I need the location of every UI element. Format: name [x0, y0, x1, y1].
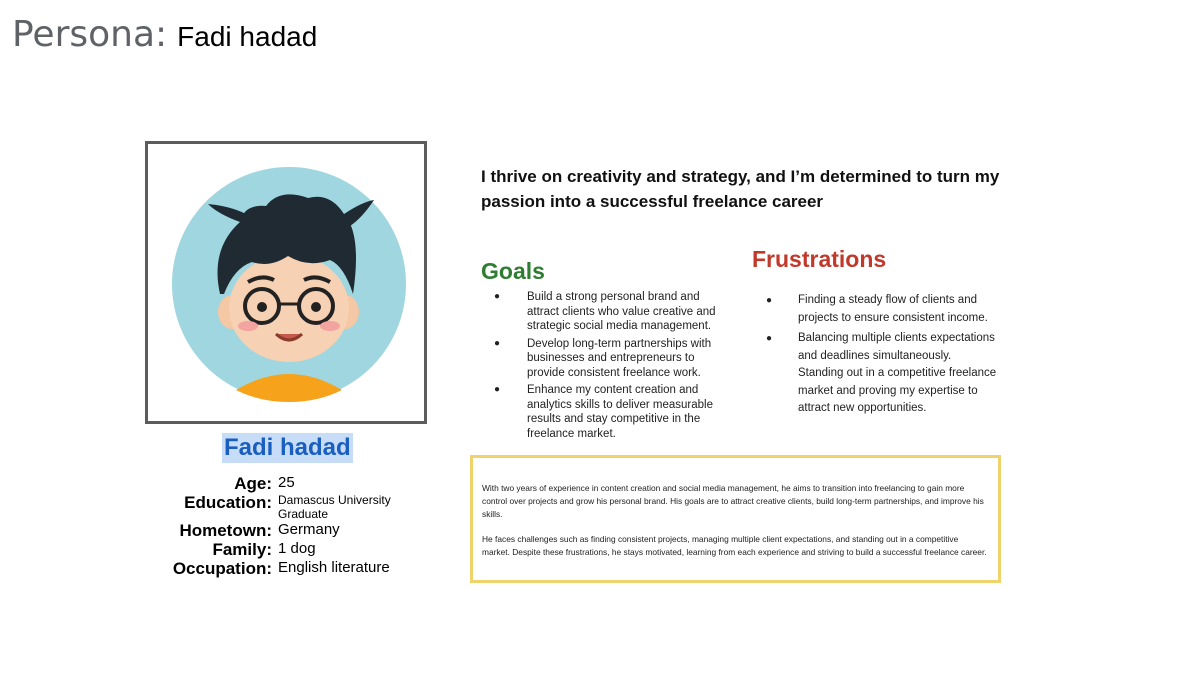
avatar-frame	[145, 141, 427, 424]
detail-value: 1 dog	[278, 540, 316, 557]
detail-label: Education:	[184, 493, 272, 512]
detail-value: English literature	[278, 559, 390, 576]
persona-details	[150, 474, 440, 578]
list-item	[494, 290, 732, 334]
goals-list	[494, 290, 732, 444]
persona-summary-box	[470, 455, 1001, 583]
persona-quote: I thrive on creativity and strategy, and I’m determined to turn my passion into a successful freelance career	[481, 167, 1000, 211]
goal-text: Build a strong personal brand and attract clients who value creative and strategic social media management.	[527, 291, 716, 332]
detail-value: Damascus University Graduate	[278, 493, 391, 521]
list-item	[766, 330, 998, 365]
title-persona-name: Fadi hadad	[177, 21, 318, 52]
frustrations-list	[766, 292, 998, 418]
frustrations-heading: Frustrations	[752, 246, 887, 272]
detail-row-education	[150, 493, 440, 521]
frustration-text: Balancing multiple clients expectations and deadlines simultaneously.	[798, 332, 995, 362]
detail-label: Hometown:	[179, 521, 272, 540]
frustration-text: Finding a steady flow of clients and projects to ensure consistent income.	[798, 294, 988, 324]
detail-row-hometown	[150, 521, 440, 540]
boy-with-glasses-avatar	[148, 144, 424, 421]
goals-heading: Goals	[481, 258, 545, 284]
persona-name: Fadi hadad	[224, 434, 351, 461]
list-item	[494, 383, 732, 441]
list-item	[494, 337, 732, 381]
summary-paragraph: With two years of experience in content creation and social media management, he aims to transition into freelancing to gain more control over projects and grow his personal brand. His goals are to attract creative clients, build long-term partnerships, and improve his skills.	[482, 483, 984, 519]
detail-label: Family:	[212, 540, 272, 559]
bullet-icon: ●	[494, 291, 501, 302]
detail-value: Germany	[278, 521, 340, 538]
detail-value: 25	[278, 474, 295, 491]
list-item	[766, 292, 998, 327]
detail-row-age	[150, 474, 440, 493]
detail-label: Age:	[234, 474, 272, 493]
goal-text: Develop long-term partnerships with businesses and entrepreneurs to provide consistent freelance work.	[527, 337, 712, 379]
detail-row-family	[150, 540, 440, 559]
detail-row-occupation	[150, 559, 440, 578]
goal-text: Enhance my content creation and analytics skills to deliver measurable results and stay competitive in the freelance market.	[527, 384, 713, 440]
frustration-text: Standing out in a competitive freelance market and proving my expertise to attract new opportunities.	[798, 367, 997, 414]
list-item	[798, 365, 998, 418]
title-prefix: Persona:	[12, 14, 168, 55]
bullet-icon: ●	[494, 337, 501, 349]
bullet-icon: ●	[766, 333, 773, 344]
bullet-icon: ●	[494, 384, 501, 395]
summary-paragraph: He faces challenges such as finding consistent projects, managing multiple client expectations, and standing out in a competitive market. Despite these frustrations, he stays motivated, learning from each experience and striving to build a successful freelance career.	[482, 534, 987, 557]
page-title	[12, 14, 317, 55]
bullet-icon: ●	[766, 295, 773, 306]
detail-label: Occupation:	[172, 559, 272, 578]
